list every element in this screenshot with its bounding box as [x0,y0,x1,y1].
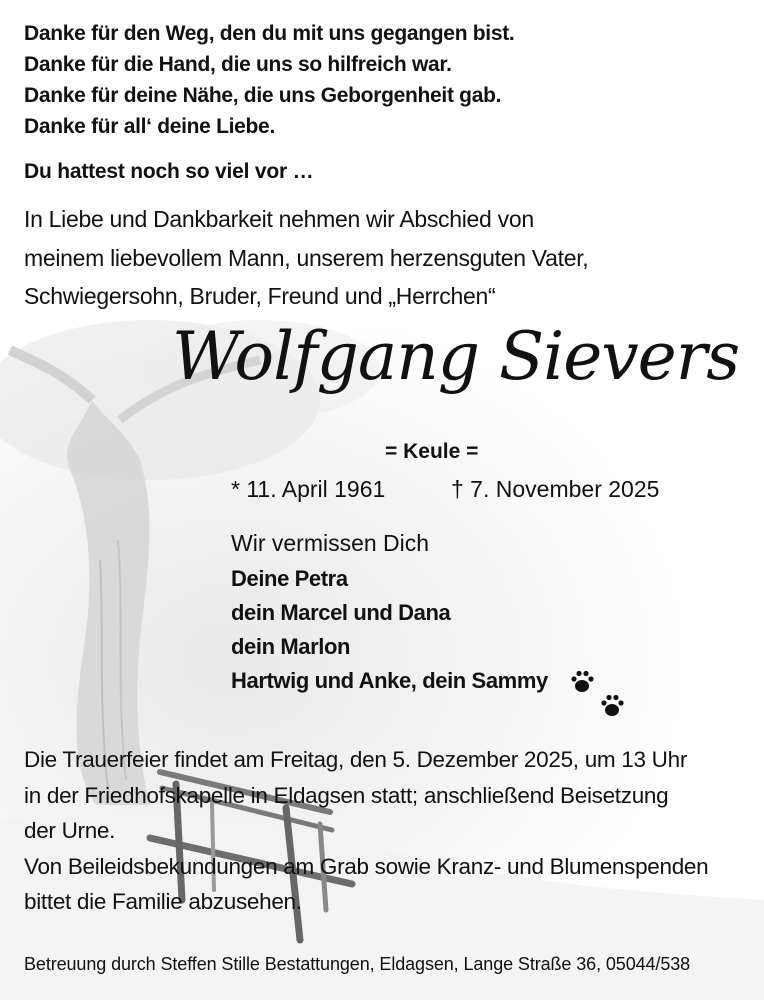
poem-verse [24,18,514,142]
mourner: Hartwig und Anke, dein Sammy [231,668,548,693]
deceased-name: Wolfgang Sievers [172,318,740,395]
mourner: Deine Petra [231,566,348,591]
funeral-home-footer: Betreuung durch Steffen Stille Bestattungen, Eldagsen, Lange Straße 36, 05044/538 [24,954,691,974]
verse-line: Danke für den Weg, den du mit uns gegangen bist. [24,22,515,45]
mourners-list [231,562,548,698]
intro-line: Schwiegersohn, Bruder, Freund und „Herrchen“ [24,283,496,309]
paw-print-icon [570,668,630,720]
intro-line: meinem liebevollem Mann, unserem herzensguten Vater, [24,244,589,271]
subline: Du hattest noch so viel vor … [24,160,314,183]
service-line: bittet die Familie abzusehen. [24,889,302,914]
funeral-service-info [24,742,708,920]
service-line: der Urne. [24,818,116,843]
verse-line: Danke für all‘ deine Liebe. [24,115,275,138]
miss-line: Wir vermissen Dich [231,530,430,556]
service-line: Die Trauerfeier findet am Freitag, den 5. Dezember 2025, um 13 Uhr [24,747,688,772]
verse-line: Danke für deine Nähe, die uns Geborgenheit gab. [24,84,502,107]
deceased-nickname: = Keule = [385,440,479,463]
mourner: dein Marlon [231,634,351,659]
verse-line: Danke für die Hand, die uns so hilfreich war. [24,53,452,76]
mourner: dein Marcel und Dana [231,600,451,625]
intro-text [24,200,588,316]
birth-date: * 11. April 1961 [231,476,386,502]
death-date: † 7. November 2025 [451,476,660,502]
service-line: in der Friedhofskapelle in Eldagsen statt; anschließend Beisetzung [24,782,669,808]
service-line: Von Beileidsbekundungen am Grab sowie Kranz- und Blumenspenden [24,853,709,879]
life-dates [231,476,671,503]
intro-line: In Liebe und Dankbarkeit nehmen wir Abschied von [24,206,534,232]
